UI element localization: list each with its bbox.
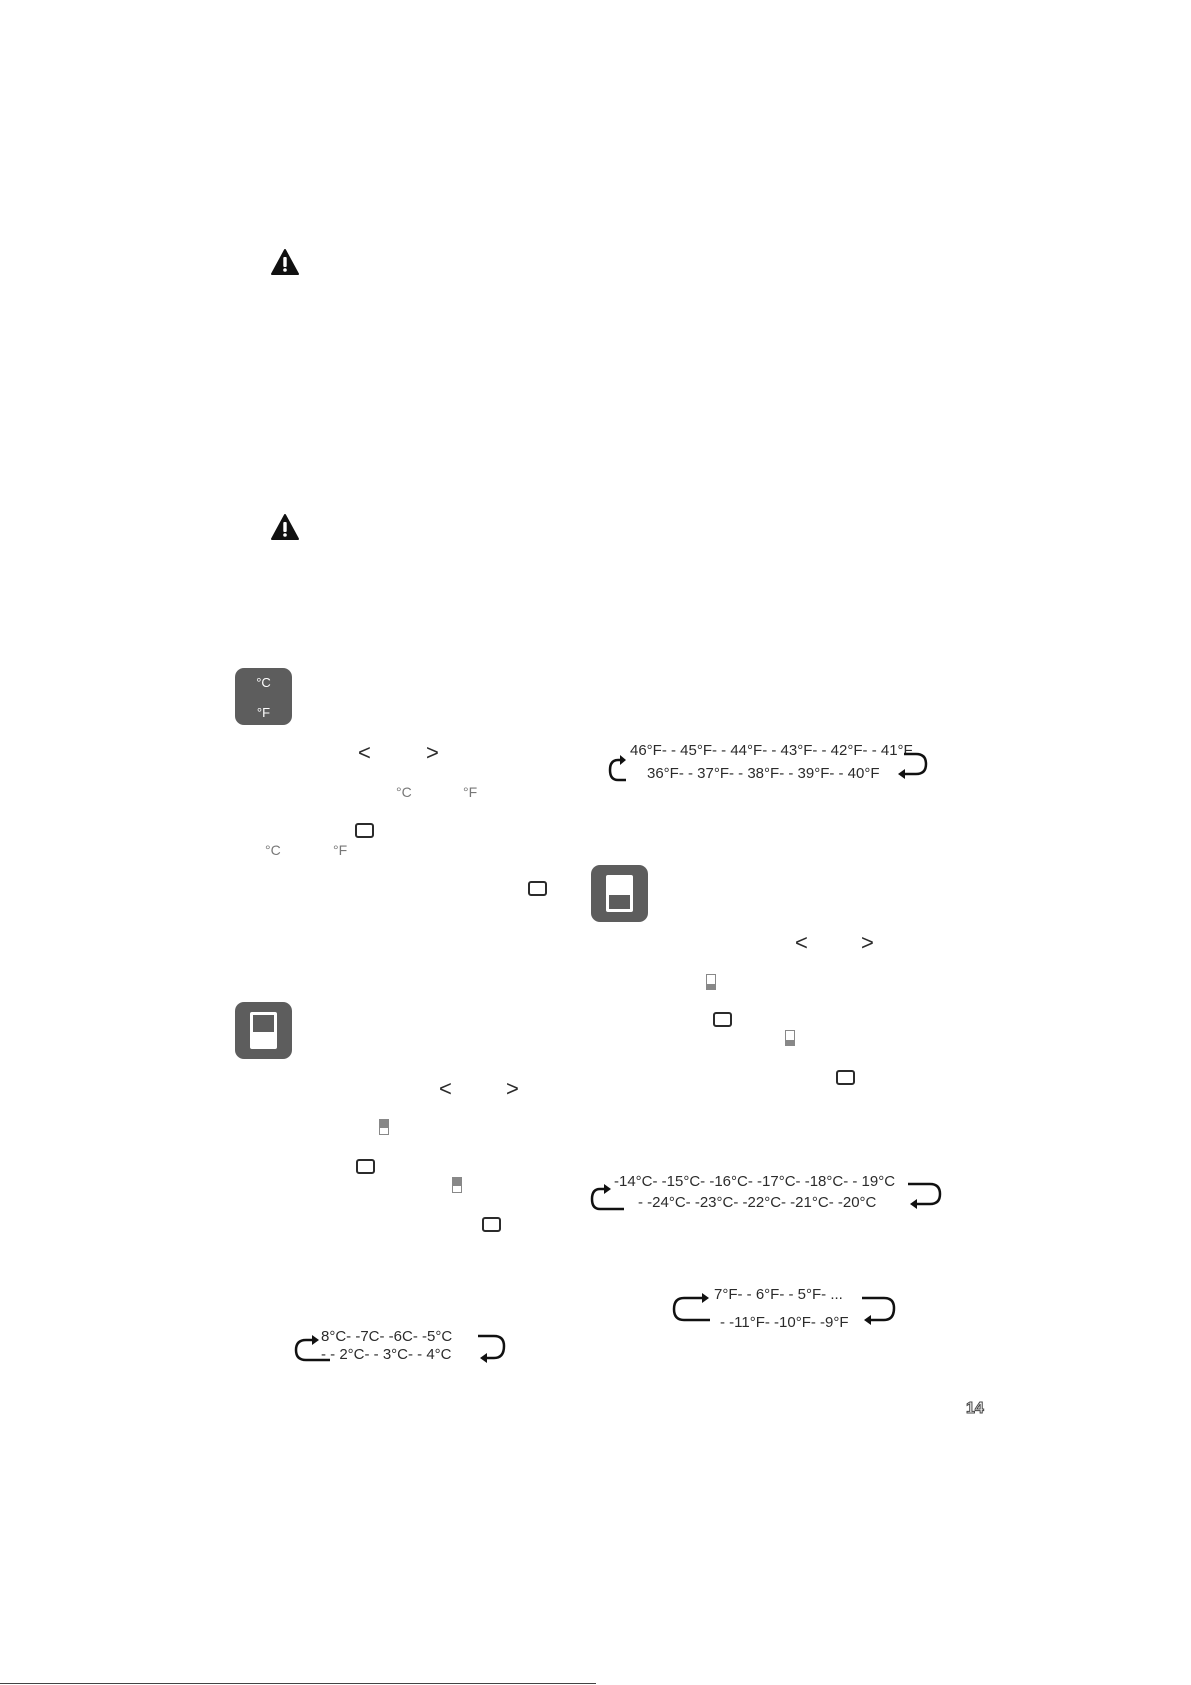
left-chevron-icon: < [439, 1076, 452, 1101]
left-chevron-icon: < [795, 930, 808, 955]
right-chevron-icon: > [426, 740, 439, 765]
button-symbol-icon [355, 823, 374, 838]
fridge-f-sequence-top: 46°F- - 45°F- - 44°F- - 43°F- - 42°F- - 41°F [630, 742, 913, 759]
fridge-f-sequence-bottom: 36°F- - 37°F- - 38°F- - 39°F- - 40°F [647, 765, 880, 782]
celsius-label: °C [265, 842, 281, 858]
unit-icon-fahrenheit: °F [256, 705, 271, 720]
fahrenheit-label: °F [333, 842, 348, 858]
cycle-arrow-left-icon [292, 1330, 332, 1364]
freezer-c-sequence-top: -14°C- -15°C- -16°C- -17°C- -18°C- - 19°C [614, 1173, 896, 1190]
warning-icon [270, 513, 300, 541]
cycle-arrow-right-icon [896, 752, 930, 782]
right-chevron-icon: > [506, 1076, 519, 1101]
button-symbol-icon [482, 1217, 501, 1232]
freezer-f-sequence-bottom: - -11°F- -10°F- -9°F [720, 1314, 849, 1331]
page-number: 14 [966, 1400, 984, 1417]
button-symbol-icon [356, 1159, 375, 1174]
left-chevron-icon: < [358, 740, 371, 765]
cycle-arrow-right-icon [476, 1334, 510, 1364]
cycle-arrow-right-icon [860, 1296, 898, 1328]
button-symbol-icon [836, 1070, 855, 1085]
button-symbol-icon [713, 1012, 732, 1027]
right-chevron-icon: > [861, 930, 874, 955]
fridge-mini-icon [379, 1119, 389, 1135]
unit-button-icon [235, 668, 292, 725]
cycle-arrow-left-icon [670, 1290, 710, 1322]
bottom-rule [0, 1683, 596, 1684]
freezer-mini-icon [706, 974, 716, 990]
fridge-button-icon [235, 1002, 292, 1059]
button-symbol-icon [528, 881, 547, 896]
fridge-mini-icon [452, 1177, 462, 1193]
cycle-arrow-left-icon [588, 1182, 614, 1212]
unit-icon-celsius: °C [256, 675, 271, 690]
freezer-mini-icon [785, 1030, 795, 1046]
fridge-c-sequence-top: 8°C- -7C- -6C- -5°C [321, 1328, 453, 1345]
fahrenheit-label: °F [463, 784, 478, 800]
celsius-label: °C [396, 784, 412, 800]
cycle-arrow-right-icon [906, 1182, 942, 1212]
cycle-arrow-left-icon [606, 752, 626, 782]
freezer-f-sequence-top: 7°F- - 6°F- - 5°F- ... [714, 1286, 843, 1303]
warning-icon [270, 248, 300, 276]
freezer-button-icon [591, 865, 648, 922]
freezer-c-sequence-bottom: - -24°C- -23°C- -22°C- -21°C- -20°C [638, 1194, 877, 1211]
fridge-c-sequence-bottom: - - 2°C- - 3°C- - 4°C [321, 1346, 452, 1363]
